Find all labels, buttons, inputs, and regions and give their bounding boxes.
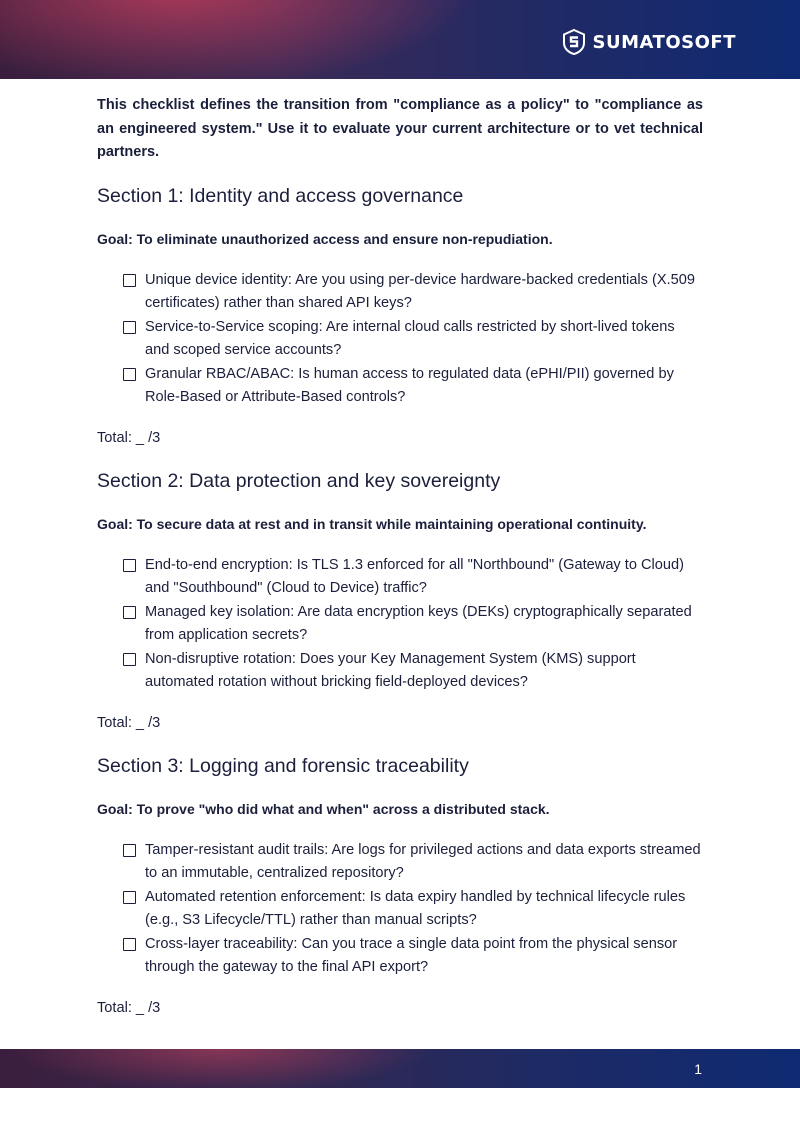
sumatosoft-logo[interactable] — [563, 28, 736, 56]
checklist-item-text: Unique device identity: Are you using per-device hardware-backed credentials (X.509 certificates) rather than shared API keys? — [145, 271, 696, 311]
section-3-title: Section 3: Logging and forensic traceability — [97, 754, 469, 777]
section-2-goal: Goal: To secure data at rest and in transit while maintaining operational continuity. — [97, 515, 647, 532]
section-3-checklist — [97, 839, 703, 980]
checklist-item[interactable] — [123, 839, 703, 886]
checklist-item-text: Managed key isolation: Are data encryption keys (DEKs) cryptographically separated from application secrets? — [145, 603, 692, 643]
section-1-total: Total: _ /3 — [97, 429, 161, 446]
intro-paragraph: This checklist defines the transition from "compliance as a policy" to "compliance as an engineered system." Use it to evaluate your current architecture or to vet technical partners. — [97, 97, 703, 160]
checklist-item-text: Cross-layer traceability: Can you trace a single data point from the physical sensor through the gateway to the final API export? — [145, 935, 678, 975]
checkbox-icon[interactable] — [123, 274, 136, 287]
checklist-item[interactable] — [123, 933, 703, 980]
checklist-item[interactable] — [123, 886, 703, 933]
checklist-item[interactable] — [123, 648, 703, 695]
checklist-item-text: Tamper-resistant audit trails: Are logs for privileged actions and data exports streamed to an immutable, centralized repository? — [145, 841, 701, 881]
page-footer — [0, 1049, 800, 1088]
checkbox-icon[interactable] — [123, 653, 136, 666]
checklist-item-text: Non-disruptive rotation: Does your Key Management System (KMS) support automated rotation without bricking field-deployed devices? — [145, 650, 636, 690]
checklist-item[interactable] — [123, 601, 703, 648]
checklist-item[interactable] — [123, 363, 703, 410]
page-number: 1 — [694, 1061, 702, 1077]
section-3-goal: Goal: To prove "who did what and when" across a distributed stack. — [97, 800, 550, 817]
checklist-item[interactable] — [123, 316, 703, 363]
checkbox-icon[interactable] — [123, 891, 136, 904]
section-1-checklist — [97, 269, 703, 410]
checklist-item[interactable] — [123, 269, 703, 316]
checkbox-icon[interactable] — [123, 938, 136, 951]
checkbox-icon[interactable] — [123, 606, 136, 619]
checkbox-icon[interactable] — [123, 559, 136, 572]
checklist-item-text: Automated retention enforcement: Is data expiry handled by technical lifecycle rules (e.g., S3 Lifecycle/TTL) rather than manual scripts? — [145, 888, 686, 928]
sumatosoft-s-shield-icon — [563, 29, 585, 55]
document-body — [97, 94, 703, 1018]
page-header — [0, 0, 800, 79]
section-1-title: Section 1: Identity and access governance — [97, 184, 464, 207]
section-3-total: Total: _ /3 — [97, 999, 161, 1016]
checkbox-icon[interactable] — [123, 844, 136, 857]
checklist-item-text: Granular RBAC/ABAC: Is human access to regulated data (ePHI/PII) governed by Role-Based or Attribute-Based controls? — [145, 365, 674, 405]
section-2-total: Total: _ /3 — [97, 714, 161, 731]
section-2-title: Section 2: Data protection and key sovereignty — [97, 469, 501, 492]
checkbox-icon[interactable] — [123, 368, 136, 381]
checklist-item[interactable] — [123, 554, 703, 601]
logo-text: SUMATOSOFT — [592, 31, 736, 53]
checklist-item-text: End-to-end encryption: Is TLS 1.3 enforced for all "Northbound" (Gateway to Cloud) and "Southbound" (Cloud to Device) traffic? — [145, 556, 684, 596]
checkbox-icon[interactable] — [123, 321, 136, 334]
section-1-goal: Goal: To eliminate unauthorized access and ensure non-repudiation. — [97, 230, 553, 247]
section-2-checklist — [97, 554, 703, 695]
checklist-item-text: Service-to-Service scoping: Are internal cloud calls restricted by short-lived tokens and scoped service accounts? — [145, 318, 675, 358]
